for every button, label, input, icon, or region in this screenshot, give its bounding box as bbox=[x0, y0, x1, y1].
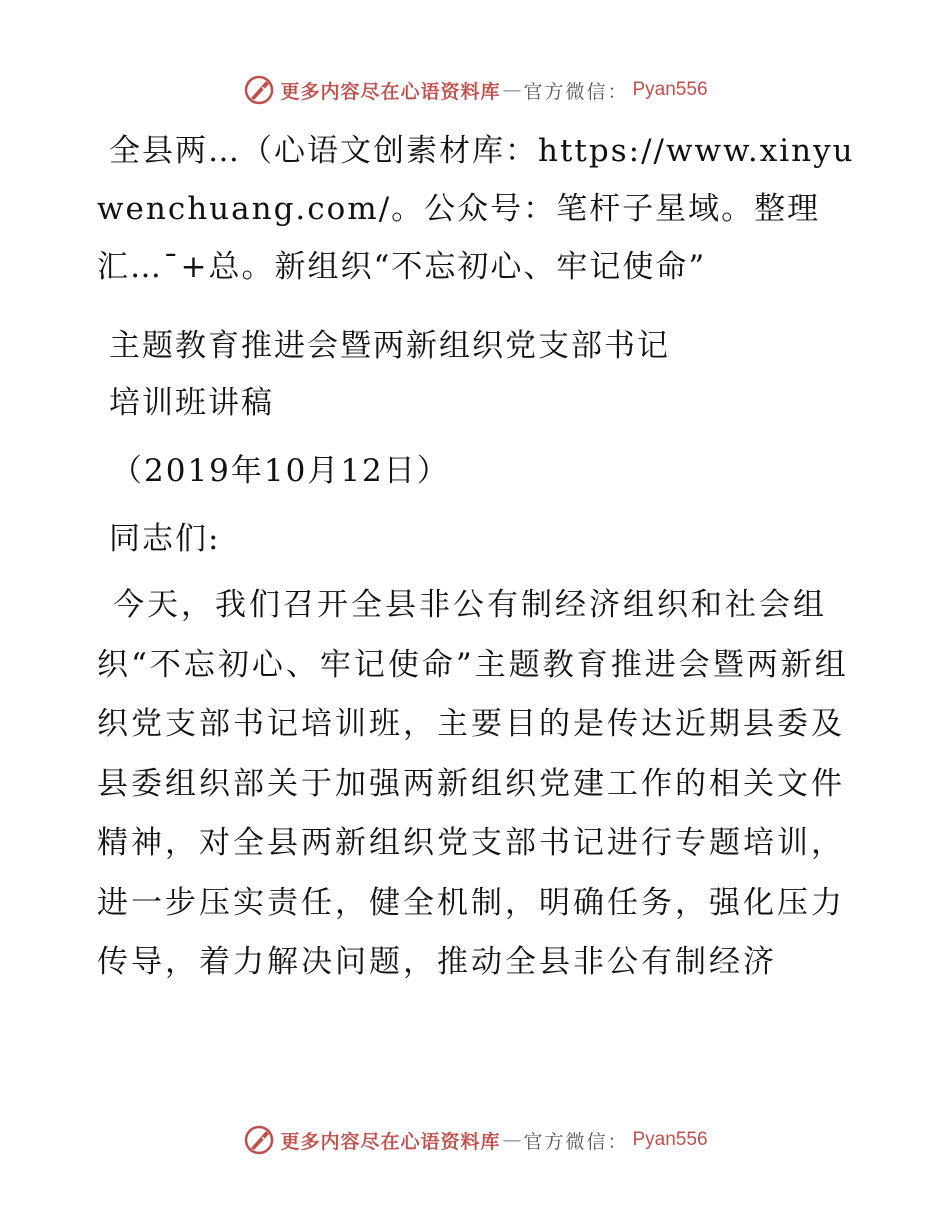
quill-pen-logo-icon bbox=[242, 1123, 276, 1157]
intro-paragraph: 全县两…（心语文创素材库：https://www.xinyuwenchuang.com/。公众号：笔杆子星域。整理汇…¯+总。新组织“不忘初心、牢记使命” bbox=[97, 133, 855, 285]
banner-wechat-id: Pyan556 bbox=[632, 1129, 708, 1150]
banner-wechat-label: 官方微信： bbox=[523, 1130, 629, 1153]
greeting: 同志们: bbox=[109, 521, 221, 557]
header-banner bbox=[0, 70, 950, 110]
banner-wechat-id: Pyan556 bbox=[632, 79, 708, 100]
banner-slogan: 更多内容尽在心语资料库 bbox=[280, 80, 501, 103]
banner-dash: — bbox=[502, 1129, 522, 1151]
document-content bbox=[97, 122, 857, 993]
title-line-2: 培训班讲稿 bbox=[109, 385, 274, 421]
banner-slogan: 更多内容尽在心语资料库 bbox=[280, 1130, 501, 1153]
quill-pen-logo-icon bbox=[242, 73, 276, 107]
banner-wechat-label: 官方微信： bbox=[523, 80, 629, 103]
banner-dash: — bbox=[502, 79, 522, 101]
body-paragraph: 今天，我们召开全县非公有制经济组织和社会组织“不忘初心、牢记使命”主题教育推进会暨两新组织党支部书记培训班，主要目的是传达近期县委及县委组织部关于加强两新组织党建工作的相关文件精神，对全县两新组织党支部书记进行专题培训，进一步压实责任，健全机制，明确任务，强化压力传导，着力解决问题，推动全县非公有制经济 bbox=[97, 587, 849, 980]
footer-banner bbox=[0, 1120, 950, 1160]
title-line-1: 主题教育推进会暨两新组织党支部书记 bbox=[109, 328, 670, 364]
document-date: （2019年10月12日） bbox=[111, 453, 450, 489]
document-title bbox=[97, 318, 857, 432]
